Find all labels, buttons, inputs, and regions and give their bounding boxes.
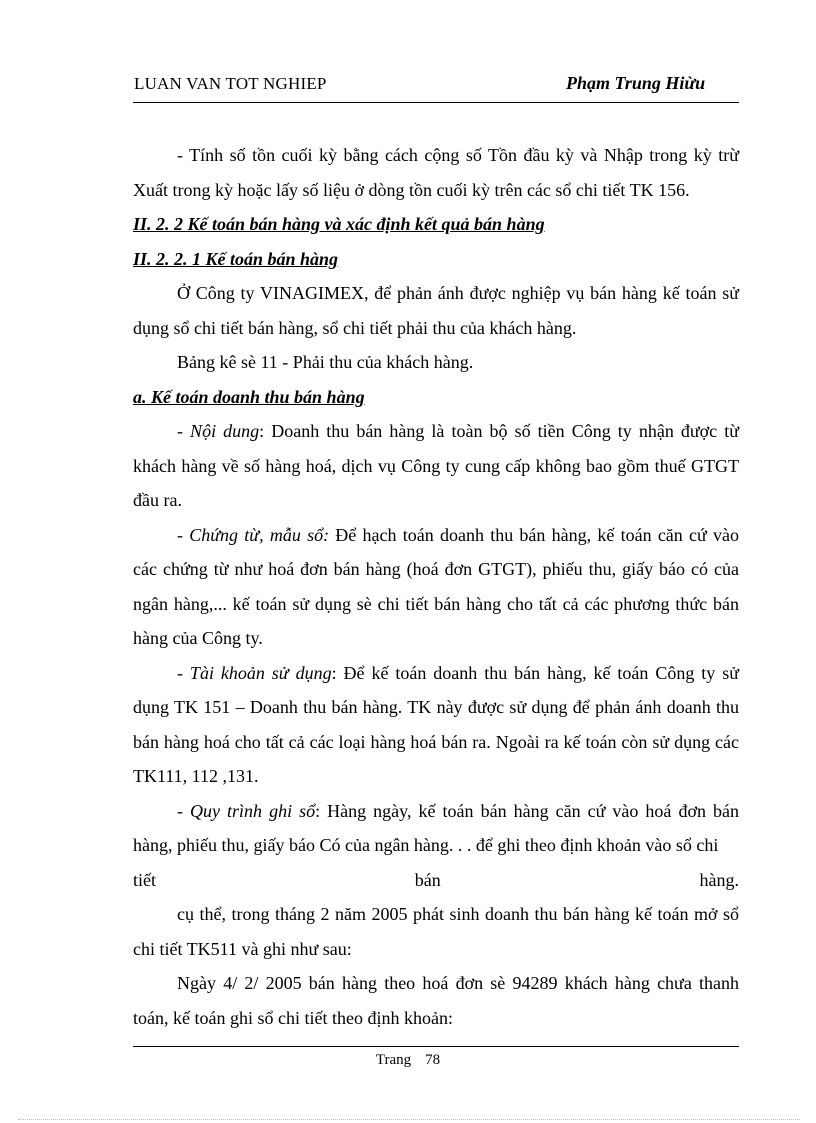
running-header-title: LUAN VAN TOT NGHIEP <box>134 74 327 93</box>
paragraph-entry: Ngày 4/ 2/ 2005 bán hàng theo hoá đơn sè 94289 khách hàng chưa thanh toán, kế toán ghi sổ chi tiết theo định khoản: <box>133 973 739 1028</box>
word: hàng. <box>699 869 739 890</box>
term-text: : Để kế toán doanh thu bán hàng, kế toán Công ty sử dụng TK 151 – Doanh thu bán hàng. TK này được sử dụng để phản ánh doanh thu bán hàng hoá cho tất cả các loại hàng hoá bán ra. Ngoài ra kế toán còn sử dụng các TK111, 112 ,131. <box>133 662 740 786</box>
running-header-author: Phạm Trung Hiừu <box>566 73 706 93</box>
page-body <box>133 138 739 1035</box>
header-divider <box>133 102 739 103</box>
item-heading: a. Kế toán doanh thu bán hàng <box>133 386 365 407</box>
page-number: 78 <box>425 1052 441 1068</box>
term-label: - Nội dung <box>177 421 260 441</box>
word: bán <box>414 869 441 890</box>
subsection-heading: II. 2. 2. 1 Kế toán bán hàng <box>133 248 339 269</box>
paragraph-documents <box>133 518 739 656</box>
page-edge <box>18 1119 800 1120</box>
term-text: : Doanh thu bán hàng là toàn bộ số tiền Công ty nhận được từ khách hàng về số hàng hoá, dịch vụ Công ty cung cấp không bao gồm thuế GTGT đầu ra. <box>133 421 739 510</box>
paragraph-inventory: - Tính số tồn cuối kỳ bằng cách cộng số Tồn đầu kỳ và Nhập trong kỳ trừ Xuất trong kỳ hoặc lấy số liệu ở dòng tồn cuối kỳ trên các sổ chi tiết TK 156. <box>133 145 739 200</box>
term-text: Để hạch toán doanh thu bán hàng, kế toán căn cứ vào các chứng từ như hoá đơn bán hàng (hoá đơn GTGT), phiếu thu, giấy báo có của ngân hàng,... kế toán sử dụng sè chi tiết bán hàng cho tất cả các phương thức bán hàng của Công ty. <box>133 524 739 648</box>
term-text: : Hàng ngày, kế toán bán hàng căn cứ vào hoá đơn bán hàng, phiếu thu, giấy báo Có của ngân hàng. . . để ghi theo định khoản vào sổ chi <box>133 800 739 855</box>
footer-divider <box>133 1046 739 1047</box>
paragraph-company: Ở Công ty VINAGIMEX, để phản ánh được nghiệp vụ bán hàng kế toán sử dụng sổ chi tiết bán hàng, sổ chi tiết phải thu của khách hàng. <box>133 283 739 338</box>
section-heading: II. 2. 2 Kế toán bán hàng và xác định kết quả bán hàng <box>133 214 545 234</box>
paragraph-accounts <box>133 656 739 794</box>
term-label: - Quy trình ghi sổ <box>177 800 316 821</box>
paragraph-content <box>133 414 739 518</box>
paragraph-procedure <box>133 794 739 863</box>
paragraph-procedure-end <box>133 863 739 898</box>
page-label: Trang <box>375 1052 412 1068</box>
page-footer <box>0 1052 816 1069</box>
term-label: - Tài khoản sử dụng <box>177 662 332 683</box>
word: tiết <box>133 869 156 890</box>
paragraph-example: cụ thể, trong tháng 2 năm 2005 phát sinh doanh thu bán hàng kế toán mở sổ chi tiết TK511 và ghi như sau: <box>133 904 739 959</box>
term-label: - Chứng từ, mẫu sổ: <box>177 524 330 545</box>
paragraph-ledger: Bảng kê sè 11 - Phải thu của khách hàng. <box>177 352 474 372</box>
